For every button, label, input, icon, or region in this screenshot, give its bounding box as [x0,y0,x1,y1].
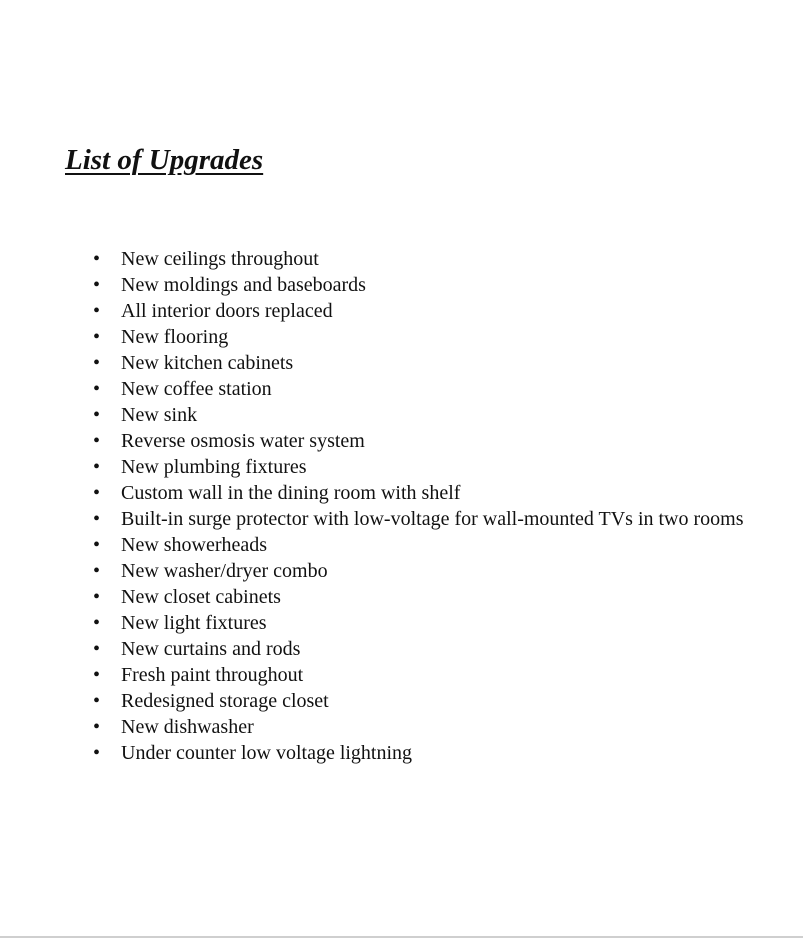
list-item: • New kitchen cabinets [121,350,761,376]
list-item: • Redesigned storage closet [121,688,761,714]
list-item: • New dishwasher [121,714,761,740]
list-item: • New washer/dryer combo [121,558,761,584]
list-item: • New closet cabinets [121,584,761,610]
list-item: • New sink [121,402,761,428]
list-item: • New ceilings throughout [121,246,761,272]
list-item: • New light fixtures [121,610,761,636]
list-item: • New plumbing fixtures [121,454,761,480]
list-item: • Custom wall in the dining room with shelf [121,480,761,506]
list-item: • Built-in surge protector with low-voltage for wall-mounted TVs in two rooms [121,506,761,532]
list-item: • Reverse osmosis water system [121,428,761,454]
list-item: • New curtains and rods [121,636,761,662]
list-item: • All interior doors replaced [121,298,761,324]
list-item: • Fresh paint throughout [121,662,761,688]
list-item: • Under counter low voltage lightning [121,740,761,766]
list-item: • New coffee station [121,376,761,402]
list-item: • New showerheads [121,532,761,558]
document-title: List of Upgrades [65,144,264,176]
list-item: • New flooring [121,324,761,350]
list-item: • New moldings and baseboards [121,272,761,298]
upgrades-list [121,246,761,766]
